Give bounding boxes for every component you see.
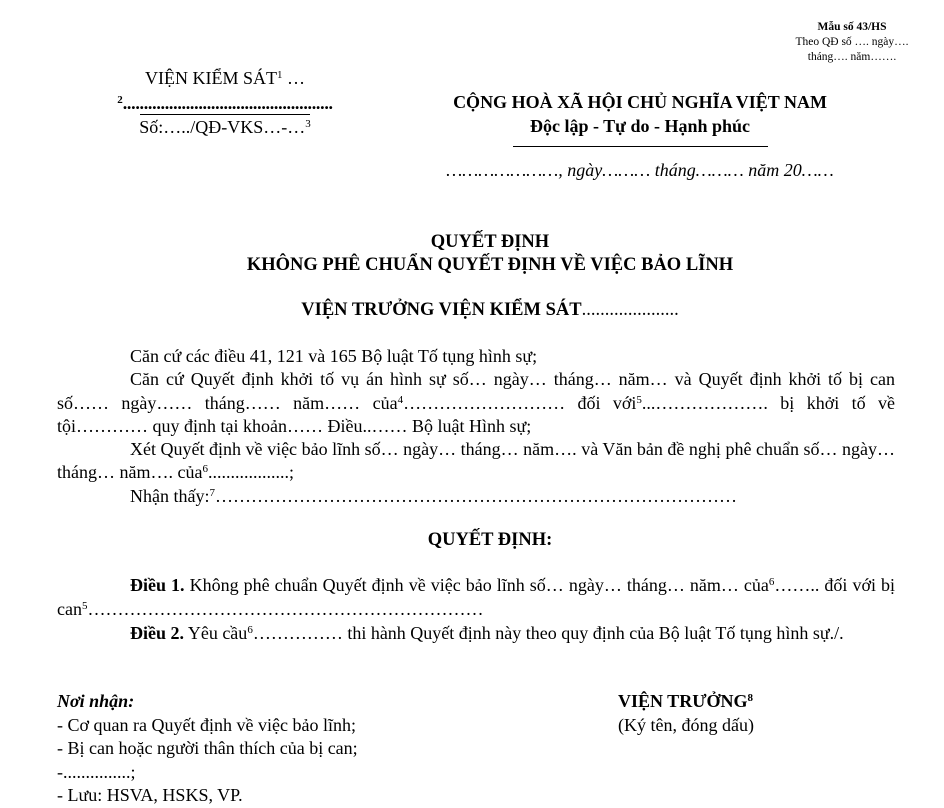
- document-title: [150, 231, 830, 277]
- preamble: [57, 345, 895, 508]
- country-name: CỘNG HOÀ XÃ HỘI CHỦ NGHĨA VIỆT NAM: [453, 92, 827, 112]
- recipient-item: - Lưu: HSVA, HSKS, VP.: [57, 785, 243, 805]
- issuing-authority: VIỆN TRƯỞNG VIỆN KIỂM SÁT.....................: [301, 300, 679, 320]
- national-header: [410, 90, 870, 147]
- signatory-title: VIỆN TRƯỞNG$^8$: [618, 691, 754, 711]
- national-motto: Độc lập - Tự do - Hạnh phúc: [529, 116, 751, 136]
- form-code-decision-ref: Theo QĐ số …. ngày….: [795, 36, 909, 48]
- recipients-block: [57, 690, 477, 808]
- recipients-heading: Nơi nhận:: [57, 691, 135, 711]
- form-code-date-ref: tháng…. năm…….: [807, 51, 897, 63]
- recipient-item: - Cơ quan ra Quyết định về việc bảo lĩnh;: [57, 714, 356, 735]
- recipient-item: -...............;: [57, 761, 136, 782]
- decision-articles: [57, 573, 895, 645]
- decision-heading: QUYẾT ĐỊNH:: [427, 530, 553, 550]
- motto-divider: [513, 146, 768, 147]
- place-date: …………………, ngày……… tháng……… năm 20……: [446, 160, 834, 180]
- preamble-bail-decision: Xét Quyết định về việc bảo lĩnh số… ngày… tháng… năm…. và Văn bản đề nghị phê chuẩn số… ngày… tháng… năm…. của$^6$..................;: [57, 439, 895, 483]
- document-number: Số:…../QĐ-VKS…-…$^3$: [139, 117, 311, 137]
- signature-note: (Ký tên, đóng dấu): [618, 714, 754, 735]
- title-line-1: QUYẾT ĐỊNH: [430, 232, 550, 252]
- article-1: Điều 1. Không phê chuẩn Quyết định về việc bảo lĩnh số… ngày… tháng… năm… của$^6$…….. đối với bị can$^5$…………………………………………………………: [57, 575, 896, 619]
- agency-name: VIỆN KIỂM SÁT$^1$ …: [145, 68, 305, 88]
- recipient-item: - Bị can hoặc người thân thích của bị can;: [57, 738, 358, 758]
- form-code-block: [760, 20, 944, 65]
- article-2: Điều 2. Yêu cầu$^6$…………… thi hành Quyết định này theo quy định của Bộ luật Tố tụng hình sự./.: [130, 623, 844, 643]
- preamble-prosecution-decision: Căn cứ Quyết định khởi tố vụ án hình sự số… ngày… tháng… năm… và Quyết định khởi tố bị can số…… ngày…… tháng…… năm…… của$^4$……………………… đối với$^5$...………………. bị khởi tố về tội………… quy định tại khoản…… Điều..…… Bộ luật Hình sự;: [57, 369, 896, 436]
- agency-sub-unit: $^2$..................................................: [117, 93, 333, 113]
- preamble-findings: Nhận thấy:$^7$……………………………………………………………………………: [130, 485, 737, 506]
- form-code-label: Mẫu số 43/HS: [817, 21, 887, 33]
- signature-block: [618, 690, 878, 737]
- title-line-2: KHÔNG PHÊ CHUẨN QUYẾT ĐỊNH VỀ VIỆC BẢO LĨNH: [246, 255, 734, 275]
- preamble-legal-basis: Căn cứ các điều 41, 121 và 165 Bộ luật Tố tụng hình sự;: [130, 346, 538, 366]
- agency-header: [80, 66, 370, 140]
